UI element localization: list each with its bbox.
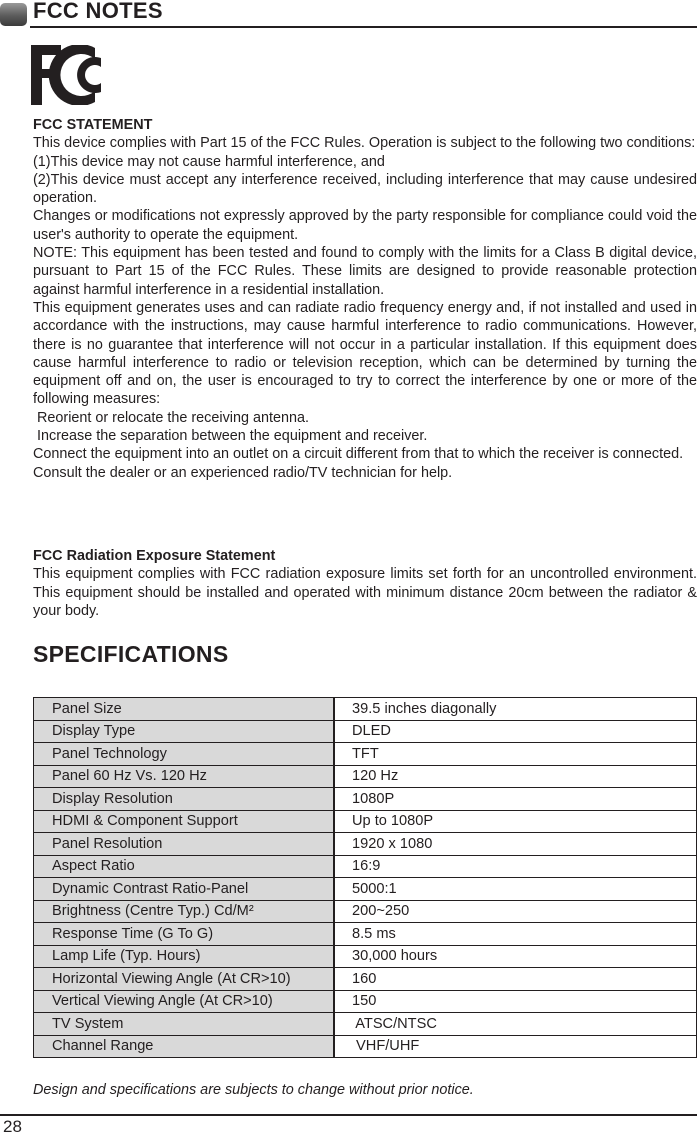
table-row — [34, 698, 697, 721]
fcc-note: NOTE: This equipment has been tested and found to comply with the limits for a Class B digital device, pursuant to Part 15 of the FCC Rules. These limits are designed to provide reasonable protection against harmful interference in a residential installation. — [33, 245, 697, 298]
table-row — [34, 743, 697, 766]
spec-value: 8.5 ms — [334, 923, 697, 946]
spec-value: 120 Hz — [334, 765, 697, 788]
table-row — [34, 833, 697, 856]
table-row — [34, 1013, 697, 1036]
section-badge-icon — [0, 3, 27, 26]
spec-label: Panel Resolution — [34, 833, 335, 856]
header-rule — [30, 26, 697, 28]
footer-rule — [0, 1114, 697, 1116]
spec-value: 160 — [334, 968, 697, 991]
radiation-heading: FCC Radiation Exposure Statement — [33, 548, 276, 564]
radiation-text: This equipment complies with FCC radiation exposure limits set forth for an uncontrolled environment. This equipment should be installed and operated with minimum distance 20cm between the radiator & your body. — [33, 566, 697, 619]
spec-label: Panel Size — [34, 698, 335, 721]
table-row — [34, 855, 697, 878]
table-row — [34, 765, 697, 788]
fcc-measure: Reorient or relocate the receiving antenna. — [33, 409, 309, 426]
fcc-statement — [33, 116, 697, 482]
spec-value: 30,000 hours — [334, 945, 697, 968]
spec-label: Channel Range — [34, 1035, 335, 1058]
radiation-statement — [33, 547, 697, 620]
table-row — [34, 878, 697, 901]
specifications-table — [33, 697, 697, 1058]
table-row — [34, 968, 697, 991]
specifications-title: SPECIFICATIONS — [33, 641, 229, 667]
spec-value: TFT — [334, 743, 697, 766]
fcc-condition-2: (2)This device must accept any interference received, including interference that may cause undesired operation. — [33, 171, 697, 207]
spec-label: Display Type — [34, 720, 335, 743]
page-title: FCC NOTES — [33, 0, 163, 23]
specifications-note: Design and specifications are subjects to change without prior notice. — [33, 1082, 474, 1098]
table-row — [34, 990, 697, 1013]
page-header — [0, 0, 697, 28]
spec-label: TV System — [34, 1013, 335, 1036]
spec-value: 150 — [334, 990, 697, 1013]
spec-value: ATSC/NTSC — [334, 1013, 697, 1036]
spec-value: 1080P — [334, 788, 697, 811]
table-row — [34, 1035, 697, 1058]
fcc-paragraph: This equipment generates uses and can radiate radio frequency energy and, if not installed and used in accordance with the instructions, may cause harmful interference to radio communications. However, there is no guarantee that interference will not occur in a particular installation. If this equipment does cause harmful interference to radio or television reception, which can be determined by turning the equipment off and on, the user is encouraged to try to correct the interference by one or more of the following measures: — [33, 299, 697, 408]
spec-label: Panel Technology — [34, 743, 335, 766]
table-row — [34, 945, 697, 968]
spec-value: 1920 x 1080 — [334, 833, 697, 856]
fcc-paragraph: Changes or modifications not expressly approved by the party responsible for compliance could void the user's authority to operate the equipment. — [33, 208, 697, 243]
spec-label: Horizontal Viewing Angle (At CR>10) — [34, 968, 335, 991]
table-row — [34, 810, 697, 833]
spec-label: Display Resolution — [34, 788, 335, 811]
spec-value: 200~250 — [334, 900, 697, 923]
spec-label: Lamp Life (Typ. Hours) — [34, 945, 335, 968]
spec-value: VHF/UHF — [334, 1035, 697, 1058]
spec-label: Brightness (Centre Typ.) Cd/M² — [34, 900, 335, 923]
spec-value: 39.5 inches diagonally — [334, 698, 697, 721]
spec-value: DLED — [334, 720, 697, 743]
table-row — [34, 923, 697, 946]
spec-value: 16:9 — [334, 855, 697, 878]
spec-label: Panel 60 Hz Vs. 120 Hz — [34, 765, 335, 788]
fcc-condition-1: (1)This device may not cause harmful interference, and — [33, 153, 385, 170]
spec-label: Aspect Ratio — [34, 855, 335, 878]
page-number: 28 — [3, 1117, 22, 1136]
fcc-measure: Increase the separation between the equipment and receiver. — [33, 428, 428, 445]
fcc-statement-heading: FCC STATEMENT — [33, 117, 153, 133]
fcc-measure: Consult the dealer or an experienced radio/TV technician for help. — [33, 464, 453, 481]
spec-label: Vertical Viewing Angle (At CR>10) — [34, 990, 335, 1013]
fcc-measure: Connect the equipment into an outlet on a circuit different from that to which the receiver is connected. — [33, 446, 684, 463]
fcc-logo-icon — [31, 45, 115, 105]
table-row — [34, 788, 697, 811]
spec-value: Up to 1080P — [334, 810, 697, 833]
table-row — [34, 900, 697, 923]
table-row — [34, 720, 697, 743]
fcc-paragraph: This device complies with Part 15 of the FCC Rules. Operation is subject to the following two conditions: — [33, 135, 696, 152]
spec-value: 5000:1 — [334, 878, 697, 901]
spec-label: Response Time (G To G) — [34, 923, 335, 946]
spec-label: Dynamic Contrast Ratio-Panel — [34, 878, 335, 901]
spec-label: HDMI & Component Support — [34, 810, 335, 833]
